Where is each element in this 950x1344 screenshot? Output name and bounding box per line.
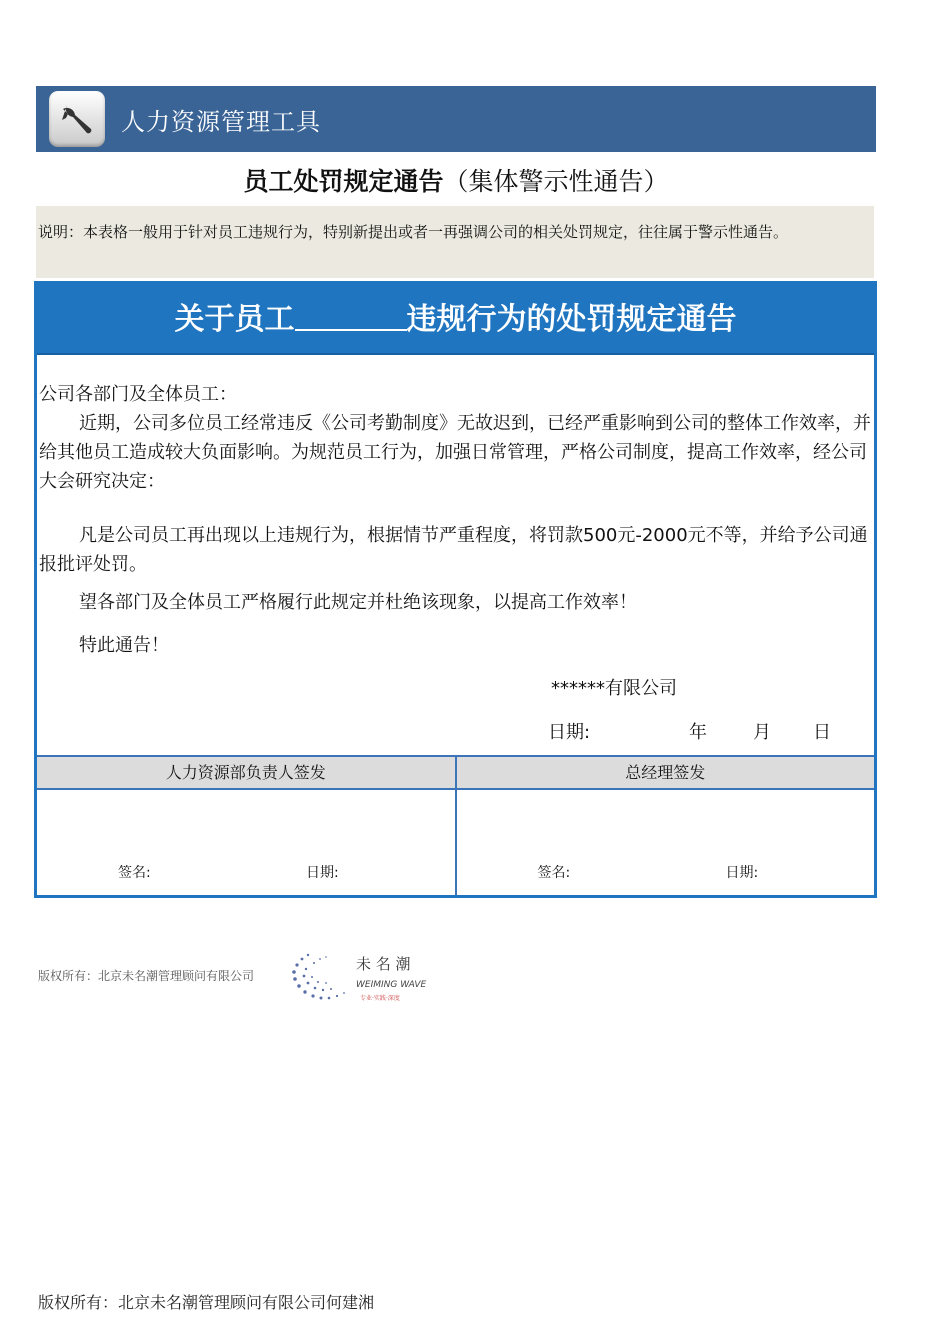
gm-signoff-cell[interactable] bbox=[457, 790, 875, 895]
page-title bbox=[36, 162, 876, 198]
hr-signoff-cell[interactable] bbox=[37, 790, 457, 895]
month-label: 月 bbox=[753, 722, 771, 743]
app-banner bbox=[36, 86, 876, 152]
heading-blank-field[interactable] bbox=[295, 293, 407, 331]
copyright-large: 版权所有：北京未名潮管理顾问有限公司何建湘 bbox=[38, 1293, 375, 1312]
signoff-header-row bbox=[37, 755, 874, 790]
salutation: 公司各部门及全体员工： bbox=[39, 384, 237, 405]
company-logo bbox=[286, 945, 436, 1005]
paragraph-3: 望各部门及全体员工严格履行此规定并杜绝该现象，以提高工作效率！ bbox=[79, 592, 637, 613]
banner-title: 人力资源管理工具 bbox=[121, 107, 321, 136]
hr-sign-label: 签名: bbox=[118, 865, 151, 881]
heading-right: 违规行为的处罚规定通告 bbox=[406, 302, 737, 337]
date-label: 日期: bbox=[548, 722, 591, 743]
gm-signoff-header: 总经理签发 bbox=[625, 763, 706, 782]
wave-logo-icon bbox=[286, 945, 436, 1005]
day-label: 日 bbox=[813, 722, 831, 743]
company-name: ******有限公司 bbox=[551, 678, 677, 699]
logo-en: WEIMING WAVE bbox=[356, 980, 427, 990]
year-label: 年 bbox=[689, 722, 707, 743]
gm-sign-label: 签名: bbox=[537, 865, 571, 881]
copyright-small: 版权所有：北京未名潮管理顾问有限公司 bbox=[38, 969, 255, 983]
signoff-area bbox=[37, 790, 874, 895]
gm-date-label: 日期: bbox=[725, 865, 759, 881]
notice-form bbox=[34, 281, 877, 898]
notice-heading bbox=[37, 284, 874, 355]
title-suffix: （集体警示性通告） bbox=[443, 167, 669, 196]
paragraph-4: 特此通告！ bbox=[79, 635, 169, 656]
paragraph-2: 凡是公司员工再出现以上违规行为，根据情节严重程度，将罚款500元-2000元不等，并给予公司通报批评处罚。 bbox=[39, 525, 868, 575]
logo-cn: 未 名 潮 bbox=[356, 955, 411, 973]
usage-note: 说明：本表格一般用于针对员工违规行为，特别新提出或者一再强调公司的相关处罚规定，往往属于警示性通告。 bbox=[36, 206, 874, 278]
wrench-icon bbox=[49, 91, 105, 147]
hr-signoff-header: 人力资源部负责人签发 bbox=[37, 757, 457, 788]
hr-date-label: 日期: bbox=[306, 865, 339, 881]
title-main: 员工处罚规定通告 bbox=[243, 167, 444, 196]
logo-tagline: 专业·实践·深度 bbox=[360, 995, 400, 1002]
paragraph-1: 近期，公司多位员工经常违反《公司考勤制度》无故迟到，已经严重影响到公司的整体工作效率，并给其他员工造成较大负面影响。为规范员工行为，加强日常管理，严格公司制度，提高工作效率，经公司大会研究决定： bbox=[39, 413, 871, 492]
heading-left: 关于员工 bbox=[174, 302, 295, 337]
